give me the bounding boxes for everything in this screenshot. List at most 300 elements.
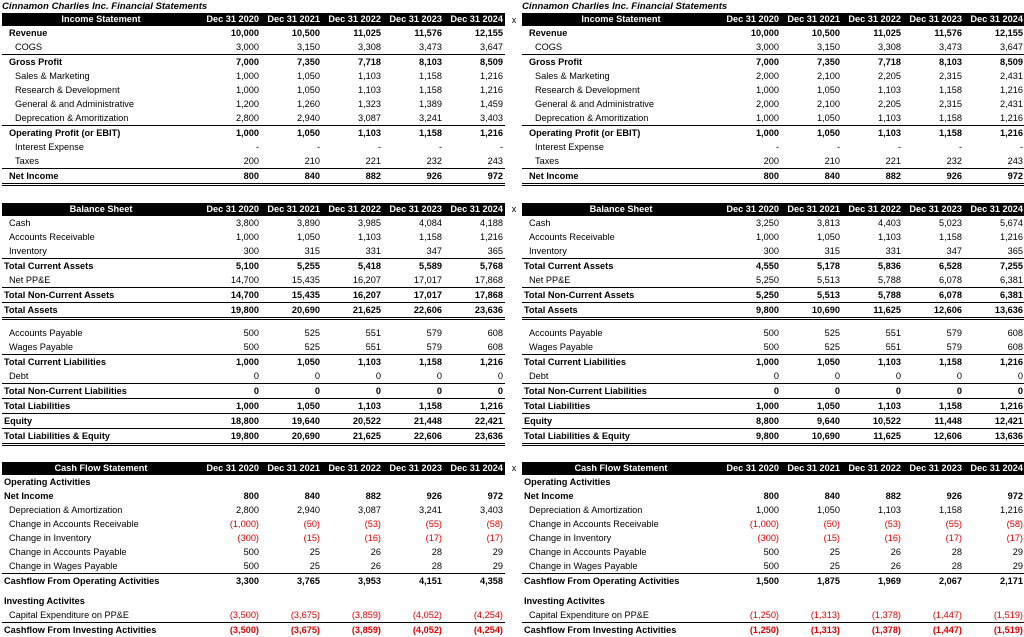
value-cell: 1,000	[200, 230, 261, 244]
row-label: Equity	[522, 414, 720, 429]
table-header-row	[522, 462, 1024, 475]
table-row	[522, 559, 1024, 574]
value-cell: 0	[261, 369, 322, 384]
value-cell: 8,103	[383, 55, 444, 70]
row-label: Change in Inventory	[522, 531, 720, 545]
value-cell: 1,000	[720, 230, 781, 244]
value-cell: (58)	[964, 517, 1024, 531]
value-cell: 551	[842, 326, 903, 340]
value-cell: 200	[720, 154, 781, 169]
value-cell: 28	[903, 545, 964, 559]
value-cell	[200, 594, 261, 608]
value-cell: (17)	[383, 531, 444, 545]
value-cell: 25	[781, 559, 842, 574]
value-cell: 2,067	[903, 574, 964, 589]
value-cell: 11,576	[903, 26, 964, 40]
value-cell: 1,103	[842, 399, 903, 414]
value-cell: -	[383, 140, 444, 154]
value-cell: 5,255	[261, 259, 322, 274]
value-cell: 500	[720, 326, 781, 340]
value-cell: 1,000	[720, 83, 781, 97]
row-label: Inventory	[522, 244, 720, 259]
value-cell: 1,103	[842, 230, 903, 244]
value-cell: 1,875	[781, 574, 842, 589]
value-cell: 3,647	[444, 40, 505, 55]
value-cell: 1,103	[842, 355, 903, 370]
value-cell: 8,800	[720, 414, 781, 429]
value-cell: (1,519)	[964, 623, 1024, 637]
row-label: Total Current Liabilities	[2, 355, 200, 370]
value-cell: 11,025	[322, 26, 383, 40]
value-cell: 5,178	[781, 259, 842, 274]
value-cell: 1,103	[842, 503, 903, 517]
value-cell: 3,473	[903, 40, 964, 55]
row-label: Sales & Marketing	[522, 69, 720, 83]
row-label: Total Non-Current Assets	[2, 288, 200, 303]
value-cell: 19,800	[200, 303, 261, 319]
statement-header: Cash Flow Statement	[522, 462, 720, 475]
value-cell: 500	[200, 559, 261, 574]
value-cell: 200	[200, 154, 261, 169]
table-row	[522, 230, 1024, 244]
value-cell: 500	[200, 326, 261, 340]
value-cell: 1,050	[781, 503, 842, 517]
value-cell: 15,435	[261, 273, 322, 288]
value-cell	[842, 594, 903, 608]
value-cell: (1,000)	[200, 517, 261, 531]
value-cell: 0	[903, 369, 964, 384]
year-header: Dec 31 2024	[964, 13, 1024, 26]
row-label: COGS	[2, 40, 200, 55]
value-cell: 9,800	[720, 303, 781, 319]
value-cell: 2,000	[720, 97, 781, 111]
year-header: Dec 31 2023	[903, 203, 964, 216]
value-cell: 1,050	[261, 126, 322, 141]
value-cell: 5,023	[903, 216, 964, 230]
year-header: Dec 31 2021	[781, 462, 842, 475]
year-header: Dec 31 2021	[781, 203, 842, 216]
value-cell: 0	[200, 384, 261, 399]
value-cell	[903, 594, 964, 608]
value-cell: 2,205	[842, 97, 903, 111]
row-label: Inventory	[2, 244, 200, 259]
value-cell: 1,200	[200, 97, 261, 111]
value-cell: 500	[720, 545, 781, 559]
value-cell: 1,158	[383, 230, 444, 244]
value-cell: 0	[444, 384, 505, 399]
value-cell: (58)	[444, 517, 505, 531]
value-cell: 1,050	[781, 111, 842, 126]
value-cell: 3,308	[842, 40, 903, 55]
value-cell: (55)	[903, 517, 964, 531]
value-cell: (15)	[261, 531, 322, 545]
row-label: Change in Wages Payable	[2, 559, 200, 574]
value-cell: (1,378)	[842, 623, 903, 637]
row-label: Cashflow From Operating Activities	[2, 574, 200, 589]
value-cell: 3,403	[444, 111, 505, 126]
year-header: Dec 31 2024	[444, 13, 505, 26]
table-row	[522, 40, 1024, 55]
value-cell: 1,000	[720, 126, 781, 141]
row-label: Interest Expense	[522, 140, 720, 154]
value-cell: 1,500	[720, 574, 781, 589]
table-row	[522, 608, 1024, 623]
row-label: Total Non-Current Liabilities	[2, 384, 200, 399]
value-cell: 525	[261, 340, 322, 355]
right-cashflow-block	[522, 462, 1024, 637]
year-header: Dec 31 2024	[444, 462, 505, 475]
value-cell: -	[781, 140, 842, 154]
table-row	[2, 69, 505, 83]
value-cell: (3,859)	[322, 608, 383, 623]
row-label: Operating Profit (or EBIT)	[522, 126, 720, 141]
year-header: Dec 31 2022	[842, 13, 903, 26]
value-cell: 5,250	[720, 273, 781, 288]
row-label: Depreciation & Amortization	[2, 503, 200, 517]
row-label: Total Assets	[2, 303, 200, 319]
row-label: Interest Expense	[2, 140, 200, 154]
row-label: Cash	[2, 216, 200, 230]
value-cell: 1,000	[200, 126, 261, 141]
income-statement-table	[2, 13, 505, 186]
value-cell: 232	[903, 154, 964, 169]
left-income-block	[2, 0, 505, 186]
value-cell: (16)	[322, 531, 383, 545]
value-cell	[383, 319, 444, 327]
value-cell: 882	[322, 489, 383, 503]
year-header: Dec 31 2023	[383, 203, 444, 216]
value-cell: 6,381	[964, 288, 1024, 303]
value-cell: 608	[964, 326, 1024, 340]
value-cell: 20,690	[261, 303, 322, 319]
row-label: Total Liabilities & Equity	[522, 429, 720, 445]
value-cell: 22,421	[444, 414, 505, 429]
value-cell: (4,052)	[383, 608, 444, 623]
table-row	[2, 97, 505, 111]
table-row	[522, 140, 1024, 154]
row-label: Revenue	[2, 26, 200, 40]
value-cell: 1,103	[322, 83, 383, 97]
value-cell: 19,800	[200, 429, 261, 445]
table-row	[2, 216, 505, 230]
value-cell	[720, 475, 781, 489]
statement-header: Income Statement	[522, 13, 720, 26]
table-row	[2, 545, 505, 559]
table-row	[522, 326, 1024, 340]
value-cell: 1,158	[383, 69, 444, 83]
value-cell: 5,513	[781, 288, 842, 303]
value-cell: 840	[781, 489, 842, 503]
value-cell: 3,765	[261, 574, 322, 589]
value-cell: 972	[964, 489, 1024, 503]
value-cell: 0	[720, 369, 781, 384]
value-cell: 17,017	[383, 273, 444, 288]
value-cell: 5,589	[383, 259, 444, 274]
row-label: Accounts Receivable	[2, 230, 200, 244]
year-header: Dec 31 2021	[261, 462, 322, 475]
value-cell: 926	[903, 169, 964, 185]
income-statement-table	[522, 13, 1024, 186]
value-cell: 1,216	[444, 230, 505, 244]
value-cell: 243	[444, 154, 505, 169]
table-row	[2, 384, 505, 399]
value-cell: 1,103	[322, 69, 383, 83]
value-cell: 5,788	[842, 288, 903, 303]
value-cell: (1,313)	[781, 623, 842, 637]
value-cell: 1,216	[444, 355, 505, 370]
value-cell: 26	[842, 545, 903, 559]
table-row	[2, 326, 505, 340]
value-cell	[964, 319, 1024, 327]
value-cell: 2,431	[964, 97, 1024, 111]
value-cell: 1,050	[261, 399, 322, 414]
value-cell: 232	[383, 154, 444, 169]
value-cell: 3,800	[200, 216, 261, 230]
value-cell	[261, 475, 322, 489]
value-cell: 16,207	[322, 273, 383, 288]
row-label: Total Non-Current Assets	[522, 288, 720, 303]
row-label: Change in Inventory	[2, 531, 200, 545]
row-label: Total Liabilities	[2, 399, 200, 414]
value-cell: 3,087	[322, 503, 383, 517]
value-cell: 579	[903, 326, 964, 340]
value-cell: 10,000	[200, 26, 261, 40]
table-row	[2, 340, 505, 355]
value-cell: (15)	[781, 531, 842, 545]
value-cell: 16,207	[322, 288, 383, 303]
year-header: Dec 31 2020	[200, 462, 261, 475]
value-cell: -	[200, 140, 261, 154]
table-row	[2, 608, 505, 623]
value-cell: 1,323	[322, 97, 383, 111]
row-label: Total Liabilities & Equity	[2, 429, 200, 445]
value-cell: 21,625	[322, 429, 383, 445]
value-cell	[261, 594, 322, 608]
row-label: Change in Accounts Receivable	[522, 517, 720, 531]
table-row	[2, 230, 505, 244]
value-cell	[964, 475, 1024, 489]
row-label: Cashflow From Operating Activities	[522, 574, 720, 589]
value-cell: 1,000	[720, 111, 781, 126]
row-label: Taxes	[2, 154, 200, 169]
value-cell: 972	[444, 169, 505, 185]
table-row	[2, 26, 505, 40]
table-row	[2, 399, 505, 414]
table-row	[2, 126, 505, 141]
table-row	[522, 55, 1024, 70]
value-cell: 1,216	[964, 111, 1024, 126]
year-header: Dec 31 2023	[903, 462, 964, 475]
value-cell: 5,768	[444, 259, 505, 274]
value-cell: 500	[200, 340, 261, 355]
table-row	[2, 531, 505, 545]
row-label: Operating Activities	[522, 475, 720, 489]
value-cell: 525	[781, 326, 842, 340]
value-cell: 10,500	[261, 26, 322, 40]
value-cell: 28	[383, 545, 444, 559]
value-cell	[383, 594, 444, 608]
value-cell: 3,403	[444, 503, 505, 517]
year-header: Dec 31 2024	[444, 203, 505, 216]
cash-flow-table	[522, 462, 1024, 637]
value-cell: 800	[720, 169, 781, 185]
value-cell: 800	[720, 489, 781, 503]
value-cell: 23,636	[444, 429, 505, 445]
value-cell: -	[444, 140, 505, 154]
value-cell: (17)	[444, 531, 505, 545]
table-row	[2, 83, 505, 97]
value-cell: 9,640	[781, 414, 842, 429]
value-cell: 1,103	[322, 399, 383, 414]
row-label: Cashflow From Investing Activities	[2, 623, 200, 637]
row-label: Operating Profit (or EBIT)	[2, 126, 200, 141]
value-cell: 221	[842, 154, 903, 169]
value-cell: 1,216	[964, 399, 1024, 414]
value-cell	[444, 594, 505, 608]
value-cell: 11,448	[903, 414, 964, 429]
value-cell: 4,188	[444, 216, 505, 230]
value-cell: 1,158	[383, 355, 444, 370]
value-cell	[781, 475, 842, 489]
value-cell: 23,636	[444, 303, 505, 319]
value-cell: 3,150	[781, 40, 842, 55]
value-cell: 22,606	[383, 303, 444, 319]
value-cell: 5,674	[964, 216, 1024, 230]
value-cell: 5,513	[781, 273, 842, 288]
table-row	[522, 369, 1024, 384]
value-cell: 1,103	[322, 355, 383, 370]
value-cell: 551	[322, 326, 383, 340]
value-cell: 0	[842, 369, 903, 384]
value-cell: 1,158	[903, 503, 964, 517]
value-cell	[903, 319, 964, 327]
table-row	[522, 574, 1024, 589]
value-cell: 2,315	[903, 69, 964, 83]
value-cell: 1,050	[781, 399, 842, 414]
value-cell: -	[964, 140, 1024, 154]
value-cell: 5,836	[842, 259, 903, 274]
value-cell: 3,953	[322, 574, 383, 589]
value-cell	[842, 475, 903, 489]
value-cell: 1,216	[964, 126, 1024, 141]
table-row	[2, 288, 505, 303]
row-label: Deprecation & Amoritization	[522, 111, 720, 126]
table-row	[2, 303, 505, 319]
value-cell: 210	[781, 154, 842, 169]
table-row	[2, 429, 505, 445]
value-cell: 17,868	[444, 273, 505, 288]
value-cell: 10,000	[720, 26, 781, 40]
value-cell	[720, 319, 781, 327]
value-cell: 315	[781, 244, 842, 259]
value-cell: 926	[383, 169, 444, 185]
value-cell: 13,636	[964, 303, 1024, 319]
row-label: Depreciation & Amortization	[522, 503, 720, 517]
row-label: Debt	[522, 369, 720, 384]
value-cell: 1,103	[322, 230, 383, 244]
value-cell: -	[720, 140, 781, 154]
table-row	[522, 216, 1024, 230]
table-row	[522, 97, 1024, 111]
value-cell: 500	[720, 559, 781, 574]
row-label: Wages Payable	[2, 340, 200, 355]
value-cell: 579	[903, 340, 964, 355]
value-cell: 1,216	[964, 230, 1024, 244]
row-label: Sales & Marketing	[2, 69, 200, 83]
value-cell: 29	[444, 545, 505, 559]
value-cell: 0	[842, 384, 903, 399]
value-cell: 1,000	[200, 69, 261, 83]
value-cell: 315	[261, 244, 322, 259]
value-cell: 1,459	[444, 97, 505, 111]
value-cell: 15,435	[261, 288, 322, 303]
value-cell: 11,625	[842, 429, 903, 445]
table-header-row	[522, 13, 1024, 26]
value-cell: 300	[200, 244, 261, 259]
row-label: Investing Activites	[2, 594, 200, 608]
value-cell: 17,868	[444, 288, 505, 303]
value-cell: 972	[964, 169, 1024, 185]
value-cell: 20,522	[322, 414, 383, 429]
value-cell: (1,378)	[842, 608, 903, 623]
row-label: General & and Administrative	[522, 97, 720, 111]
value-cell: 12,155	[444, 26, 505, 40]
value-cell: 9,800	[720, 429, 781, 445]
value-cell: 1,050	[261, 69, 322, 83]
table-row	[522, 288, 1024, 303]
table-row	[522, 384, 1024, 399]
year-header: Dec 31 2023	[903, 13, 964, 26]
row-label: Capital Expenditure on PP&E	[522, 608, 720, 623]
value-cell: 300	[720, 244, 781, 259]
value-cell: 5,788	[842, 273, 903, 288]
value-cell: (1,519)	[964, 608, 1024, 623]
separator-x: x	[508, 463, 520, 473]
cash-flow-table	[2, 462, 505, 637]
year-header: Dec 31 2022	[322, 13, 383, 26]
value-cell: 7,000	[720, 55, 781, 70]
statement-header: Balance Sheet	[522, 203, 720, 216]
table-row	[522, 475, 1024, 489]
table-row	[522, 169, 1024, 185]
value-cell: 2,100	[781, 69, 842, 83]
table-row	[522, 111, 1024, 126]
value-cell: 221	[322, 154, 383, 169]
value-cell: 1,050	[781, 126, 842, 141]
table-row	[2, 319, 505, 327]
value-cell: (300)	[720, 531, 781, 545]
value-cell: (1,250)	[720, 608, 781, 623]
value-cell: 6,078	[903, 273, 964, 288]
value-cell: 0	[383, 369, 444, 384]
value-cell: 210	[261, 154, 322, 169]
year-header: Dec 31 2024	[964, 203, 1024, 216]
row-label: Gross Profit	[522, 55, 720, 70]
value-cell: -	[842, 140, 903, 154]
value-cell	[444, 319, 505, 327]
value-cell: 12,155	[964, 26, 1024, 40]
value-cell: 1,216	[964, 355, 1024, 370]
value-cell: 3,241	[383, 111, 444, 126]
table-row	[522, 319, 1024, 327]
value-cell: 4,084	[383, 216, 444, 230]
value-cell	[322, 594, 383, 608]
value-cell: 1,158	[383, 399, 444, 414]
value-cell: 3,813	[781, 216, 842, 230]
table-row	[522, 26, 1024, 40]
value-cell: 500	[200, 545, 261, 559]
value-cell: -	[322, 140, 383, 154]
